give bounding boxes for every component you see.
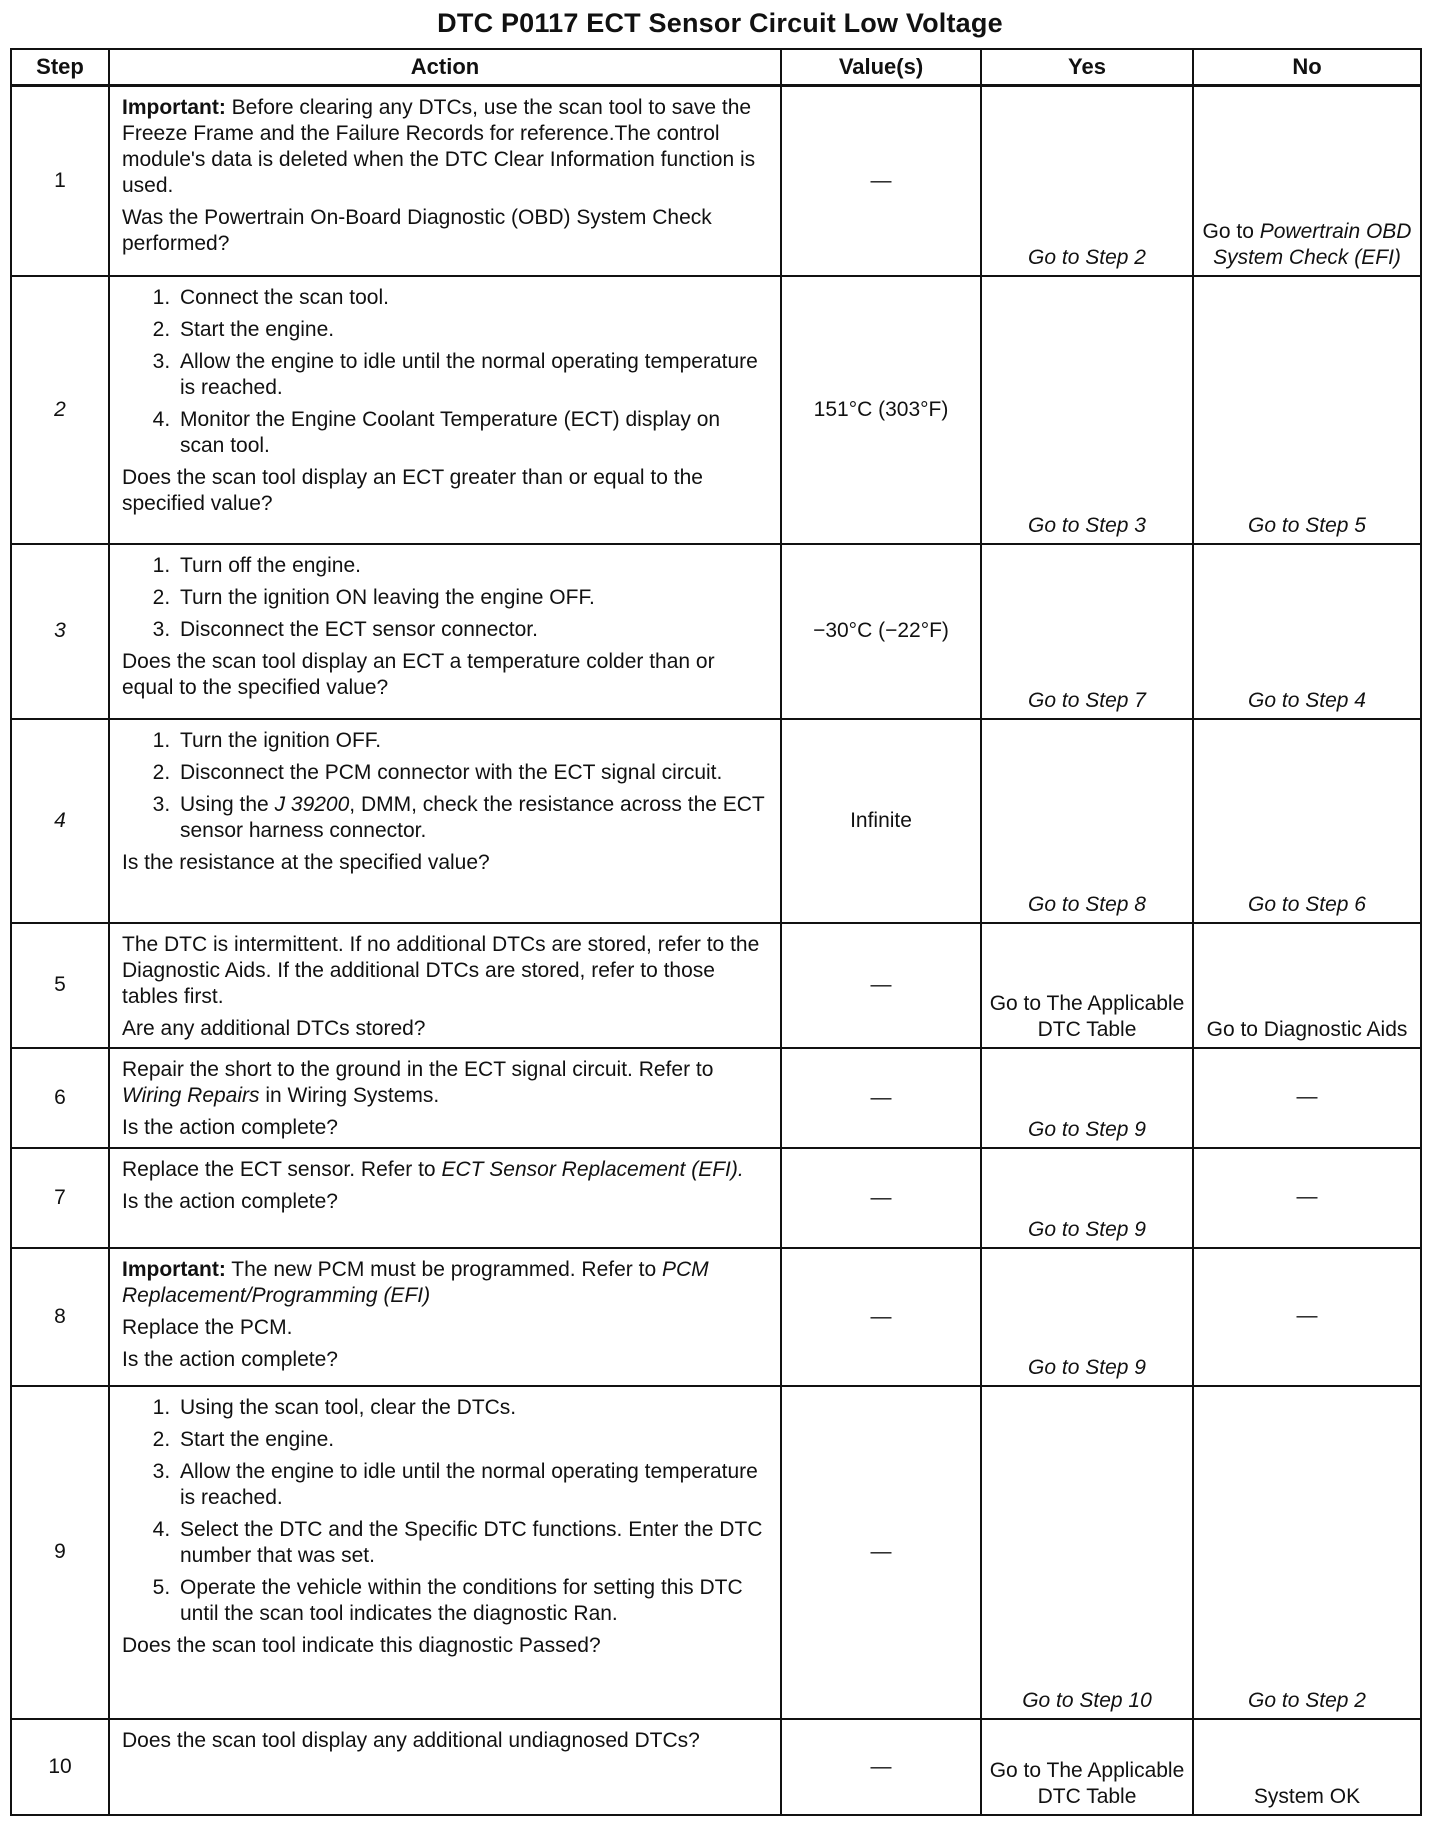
list-item: 1. Connect the scan tool.	[176, 285, 770, 311]
value-cell: —	[781, 923, 981, 1048]
list-item: 3. Disconnect the ECT sensor connector.	[176, 617, 770, 643]
action-question: Is the action complete?	[122, 1347, 338, 1371]
no-prefix: Go to	[1202, 219, 1254, 243]
action-cell	[109, 1148, 781, 1248]
list-item: 3. Allow the engine to idle until the normal operating temperature is reached.	[176, 1459, 770, 1511]
no-cell: System OK	[1193, 1719, 1421, 1815]
no-cell: Go to Step 2	[1193, 1386, 1421, 1719]
action-text: Does the scan tool display any additional undiagnosed DTCs?	[122, 1728, 700, 1752]
list-item	[176, 792, 770, 844]
yes-cell: Go to Step 10	[981, 1386, 1193, 1719]
no-cell: Go to Step 4	[1193, 544, 1421, 719]
header-step: Step	[11, 49, 109, 86]
action-question: Does the scan tool display an ECT greater than or equal to the specified value?	[122, 465, 703, 515]
yes-cell: Go to The Applicable DTC Table	[981, 923, 1193, 1048]
table-row	[11, 1148, 1421, 1248]
yes-cell: Go to Step 9	[981, 1148, 1193, 1248]
header-values: Value(s)	[781, 49, 981, 86]
action-question: Is the action complete?	[122, 1189, 338, 1213]
action-steps	[122, 553, 770, 643]
yes-cell: Go to Step 7	[981, 544, 1193, 719]
action-text: The DTC is intermittent. If no additional DTCs are stored, refer to the Diagnostic Aids. If the additional DTCs are stored, refer to those tables first.	[122, 932, 760, 1008]
value-cell: —	[781, 86, 981, 276]
list-item: 4. Monitor the Engine Coolant Temperature (ECT) display on scan tool.	[176, 407, 770, 459]
action-question: Is the action complete?	[122, 1115, 338, 1139]
wiring-repairs-link: Wiring Repairs	[122, 1083, 260, 1107]
step-number: 6	[11, 1048, 109, 1148]
no-link: Powertrain OBD System Check (EFI)	[1213, 219, 1412, 269]
table-row	[11, 544, 1421, 719]
table-row	[11, 276, 1421, 544]
ect-sensor-replacement-link: ECT Sensor Replacement (EFI).	[441, 1157, 744, 1181]
pcm-programming-link: PCM Replacement/Programming (EFI)	[122, 1257, 709, 1307]
yes-cell: Go to Step 9	[981, 1048, 1193, 1148]
step-number: 7	[11, 1148, 109, 1248]
table-header-row	[11, 49, 1421, 86]
action-text	[122, 1057, 770, 1109]
table-row	[11, 1386, 1421, 1719]
no-cell: —	[1193, 1048, 1421, 1148]
header-yes: Yes	[981, 49, 1193, 86]
important-note	[122, 1257, 770, 1309]
no-cell: —	[1193, 1148, 1421, 1248]
important-label: Important:	[122, 96, 226, 119]
yes-cell: Go to Step 3	[981, 276, 1193, 544]
step-number: 8	[11, 1248, 109, 1386]
header-no: No	[1193, 49, 1421, 86]
action-text-prefix: Repair the short to the ground in the ECT signal circuit. Refer to	[122, 1057, 714, 1081]
action-steps	[122, 1395, 770, 1627]
list-item: 3. Allow the engine to idle until the normal operating temperature is reached.	[176, 349, 770, 401]
yes-cell: Go to Step 9	[981, 1248, 1193, 1386]
action-question: Are any additional DTCs stored?	[122, 1016, 426, 1040]
no-cell: Go to Step 5	[1193, 276, 1421, 544]
table-row	[11, 1048, 1421, 1148]
list-item: 5. Operate the vehicle within the conditions for setting this DTC until the scan tool indicates the diagnostic Ran.	[176, 1575, 770, 1627]
action-question: Does the scan tool display an ECT a temperature colder than or equal to the specified value?	[122, 649, 715, 699]
table-row	[11, 86, 1421, 276]
action-text-suffix: in Wiring Systems.	[265, 1083, 440, 1107]
important-label: Important:	[122, 1257, 226, 1281]
important-note	[122, 95, 770, 199]
no-cell: —	[1193, 1248, 1421, 1386]
table-row	[11, 923, 1421, 1048]
value-cell: —	[781, 1048, 981, 1148]
action-text: Replace the PCM.	[122, 1315, 293, 1339]
no-cell: Go to Diagnostic Aids	[1193, 923, 1421, 1048]
yes-cell: Go to Step 2	[981, 86, 1193, 276]
list-item: 1. Turn off the engine.	[176, 553, 770, 579]
action-question: Does the scan tool indicate this diagnostic Passed?	[122, 1633, 601, 1657]
list-item: 1. Using the scan tool, clear the DTCs.	[176, 1395, 770, 1421]
action-cell	[109, 1248, 781, 1386]
step-number: 2	[11, 276, 109, 544]
value-cell: —	[781, 1719, 981, 1815]
list-item: 2. Turn the ignition ON leaving the engine OFF.	[176, 585, 770, 611]
value-cell: —	[781, 1248, 981, 1386]
action-cell	[109, 276, 781, 544]
action-steps	[122, 728, 770, 844]
step-number: 10	[11, 1719, 109, 1815]
tool-suffix: , DMM, check the resistance across the ECT sensor harness connector.	[180, 792, 765, 842]
action-text	[122, 1157, 770, 1183]
action-cell	[109, 86, 781, 276]
value-cell: 151°C (303°F)	[781, 276, 981, 544]
action-cell	[109, 1048, 781, 1148]
important-text: Before clearing any DTCs, use the scan tool to save the Freeze Frame and the Failure Records for reference.The control module's data is deleted when the DTC Clear Information function is used.	[122, 96, 756, 197]
action-question: Was the Powertrain On-Board Diagnostic (OBD) System Check performed?	[122, 206, 712, 255]
list-item: 2. Disconnect the PCM connector with the ECT signal circuit.	[176, 760, 770, 786]
list-item: 4. Select the DTC and the Specific DTC functions. Enter the DTC number that was set.	[176, 1517, 770, 1569]
no-cell	[1193, 86, 1421, 276]
step-number: 1	[11, 86, 109, 276]
action-cell	[109, 1386, 781, 1719]
action-cell	[109, 719, 781, 923]
yes-cell: Go to Step 8	[981, 719, 1193, 923]
list-item: 1. Turn the ignition OFF.	[176, 728, 770, 754]
value-cell: —	[781, 1148, 981, 1248]
list-item: 2. Start the engine.	[176, 317, 770, 343]
step-number: 4	[11, 719, 109, 923]
step-number: 3	[11, 544, 109, 719]
table-row	[11, 1719, 1421, 1815]
step-number: 9	[11, 1386, 109, 1719]
action-question: Is the resistance at the specified value?	[122, 850, 490, 874]
page-title: DTC P0117 ECT Sensor Circuit Low Voltage	[437, 8, 1003, 38]
value-cell: −30°C (−22°F)	[781, 544, 981, 719]
no-cell: Go to Step 6	[1193, 719, 1421, 923]
action-steps	[122, 285, 770, 459]
dtc-table	[10, 48, 1422, 1816]
action-cell	[109, 1719, 781, 1815]
tool-name: J 39200	[274, 792, 350, 816]
action-text-prefix: Replace the ECT sensor. Refer to	[122, 1157, 436, 1181]
tool-prefix: Using the	[180, 792, 269, 816]
value-cell: —	[781, 1386, 981, 1719]
table-row	[11, 1248, 1421, 1386]
value-cell: Infinite	[781, 719, 981, 923]
header-action: Action	[109, 49, 781, 86]
important-text: The new PCM must be programmed. Refer to	[231, 1257, 657, 1281]
step-number: 5	[11, 923, 109, 1048]
yes-cell: Go to The Applicable DTC Table	[981, 1719, 1193, 1815]
table-row	[11, 719, 1421, 923]
list-item: 2. Start the engine.	[176, 1427, 770, 1453]
action-cell	[109, 923, 781, 1048]
action-cell	[109, 544, 781, 719]
